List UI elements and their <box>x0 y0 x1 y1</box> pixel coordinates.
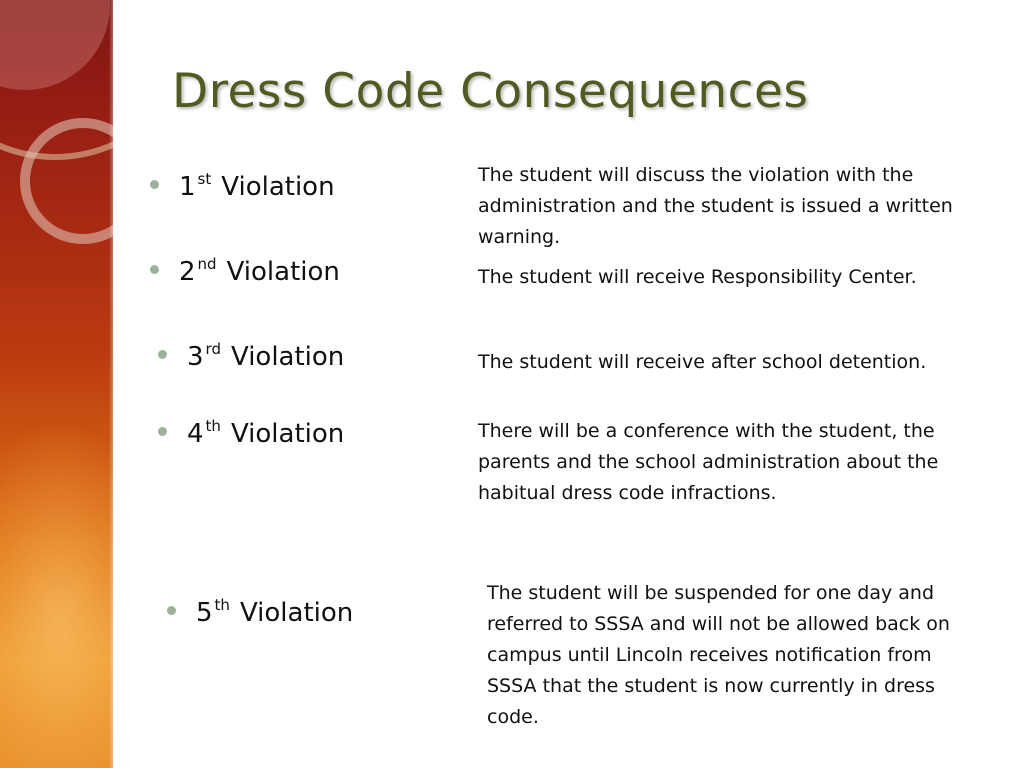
violation-4-description: There will be a conference with the student, the parents and the school administration about the habitual dress code infractions. <box>478 420 939 504</box>
violation-ordinal-suffix: rd <box>205 340 221 358</box>
violation-1-label <box>150 172 335 202</box>
bullet-dot-icon <box>158 350 167 359</box>
sidebar-edge-highlight <box>109 0 113 768</box>
decorative-sidebar <box>0 0 113 768</box>
bullet-dot-icon <box>167 606 176 615</box>
violation-word: Violation <box>230 342 345 372</box>
bullet-dot-icon <box>150 265 159 274</box>
violation-number: 5 <box>196 598 213 628</box>
violation-1-description: The student will discuss the violation with the administration and the student is issued a written warning. <box>478 164 953 248</box>
violation-word: Violation <box>239 598 354 628</box>
bullet-dot-icon <box>158 427 167 436</box>
violation-2-label <box>150 257 340 287</box>
violation-3-description: The student will receive after school detention. <box>478 351 927 373</box>
violation-2-description: The student will receive Responsibility Center. <box>478 266 917 288</box>
violation-5-label <box>167 598 353 628</box>
violation-word: Violation <box>226 257 340 287</box>
slide-title: Dress Code Consequences <box>172 64 809 119</box>
violation-ordinal-suffix: st <box>197 170 212 188</box>
violation-word: Violation <box>221 172 335 202</box>
violation-ordinal-suffix: th <box>205 417 221 435</box>
violation-ordinal-suffix: nd <box>197 255 217 273</box>
violation-number: 3 <box>187 342 204 372</box>
violation-number: 4 <box>187 419 204 449</box>
violation-5-description: The student will be suspended for one day and referred to SSSA and will not be allowed back on campus until Lincoln receives notification from SSSA that the student is now currently in dress code. <box>487 582 950 728</box>
bullet-dot-icon <box>150 180 159 189</box>
violation-word: Violation <box>230 419 345 449</box>
violation-ordinal-suffix: th <box>214 596 230 614</box>
violation-number: 1 <box>179 172 196 202</box>
sidebar-glow <box>0 430 113 768</box>
violation-number: 2 <box>179 257 196 287</box>
violation-3-label <box>158 342 344 372</box>
violation-4-label <box>158 419 344 449</box>
